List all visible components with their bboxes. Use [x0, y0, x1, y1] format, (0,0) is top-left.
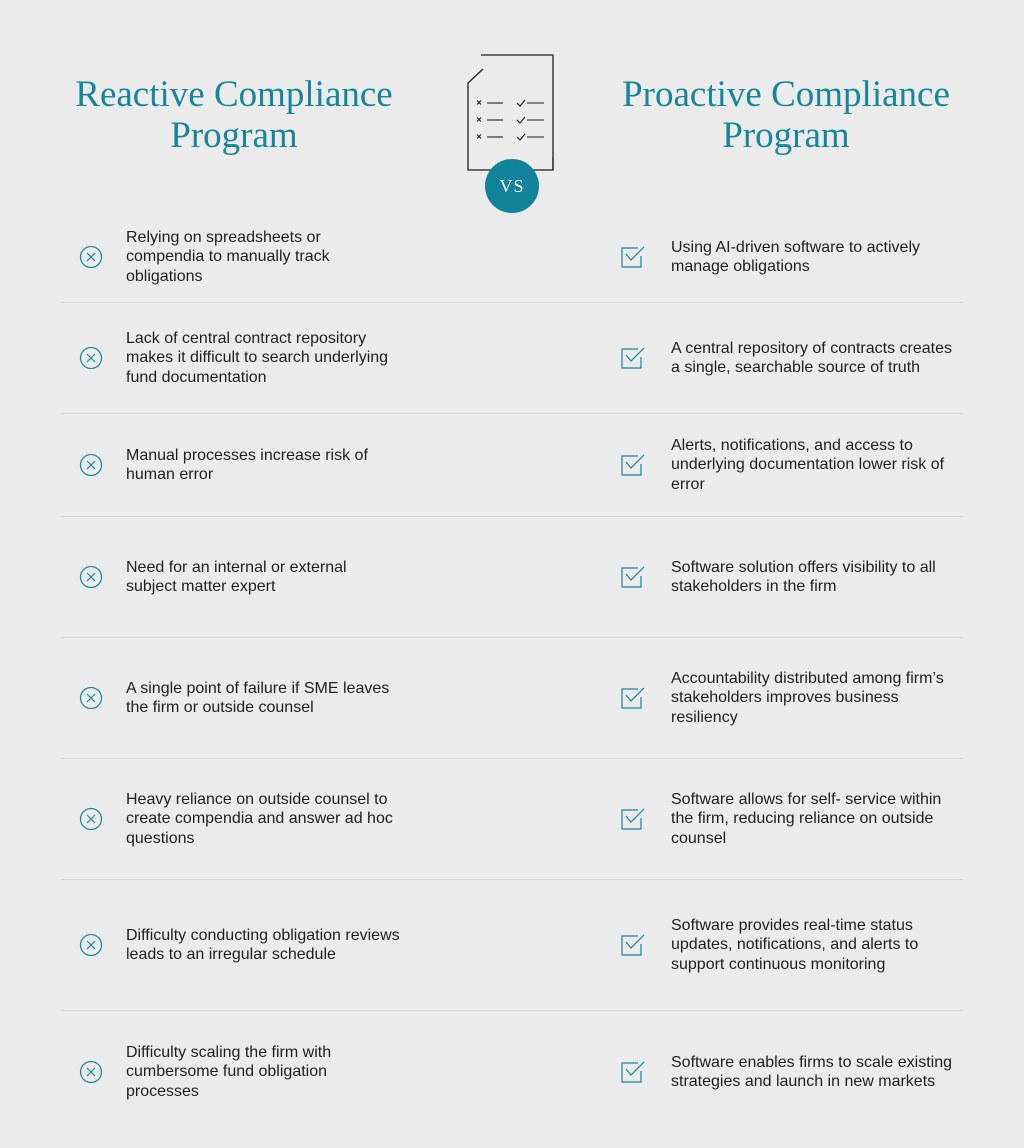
x-circle-icon: [79, 565, 103, 589]
proactive-program-title: [586, 74, 986, 156]
proactive-item-text: A central repository of contracts creates a single, searchable source of truth: [671, 339, 953, 376]
proactive-item: [620, 212, 963, 302]
reactive-item-text: Manual processes increase risk of human error: [126, 446, 368, 483]
checkbox-check-icon: [620, 346, 646, 370]
comparison-row: [61, 759, 963, 880]
x-circle-icon: [79, 453, 103, 477]
reactive-item-text: Heavy reliance on outside counsel to create compendia and answer ad hoc questions: [126, 790, 393, 847]
comparison-row: [61, 414, 963, 517]
reactive-title-line-1: Reactive Compliance: [75, 74, 393, 115]
reactive-title-line-2: Program: [170, 115, 298, 156]
vs-badge: VS: [485, 159, 539, 213]
reactive-item: [61, 303, 421, 413]
comparison-row: [61, 212, 963, 303]
comparison-row: [61, 638, 963, 759]
checkbox-check-icon: [620, 565, 646, 589]
proactive-item-text: Alerts, notifications, and access to underlying documentation lower risk of error: [671, 436, 945, 493]
checkbox-check-icon: [620, 245, 646, 269]
comparison-row: [61, 880, 963, 1011]
reactive-item: [61, 1011, 421, 1133]
reactive-item-text: Lack of central contract repository makes it difficult to search underlying fund documentation: [126, 329, 389, 386]
proactive-title-line-2: Program: [722, 115, 850, 156]
proactive-item: [620, 303, 963, 413]
reactive-item: [61, 638, 421, 758]
proactive-item: [620, 638, 963, 758]
checkbox-check-icon: [620, 686, 646, 710]
checklist-document-icon: [466, 54, 556, 174]
proactive-item-text: Software allows for self- service within the firm, reducing reliance on outside counsel: [671, 790, 942, 847]
proactive-item: [620, 759, 963, 879]
x-circle-icon: [79, 686, 103, 710]
x-circle-icon: [79, 1060, 103, 1084]
x-circle-icon: [79, 933, 103, 957]
proactive-item: [620, 517, 963, 637]
proactive-item-text: Software provides real-time status updates, notifications, and alerts to support continuous monitoring: [671, 916, 919, 973]
proactive-item: [620, 414, 963, 516]
reactive-item: [61, 517, 421, 637]
x-circle-icon: [79, 346, 103, 370]
reactive-item: [61, 212, 421, 302]
reactive-item-text: Relying on spreadsheets or compendia to manually track obligations: [126, 228, 330, 285]
proactive-title-line-1: Proactive Compliance: [622, 74, 950, 115]
proactive-item-text: Using AI-driven software to actively manage obligations: [671, 238, 920, 275]
reactive-item-text: Difficulty scaling the firm with cumbersome fund obligation processes: [126, 1043, 332, 1100]
proactive-item-text: Software solution offers visibility to all stakeholders in the firm: [671, 558, 936, 595]
proactive-item-text: Software enables firms to scale existing strategies and launch in new markets: [671, 1053, 953, 1090]
checkbox-check-icon: [620, 807, 646, 831]
proactive-item: [620, 880, 963, 1010]
reactive-item-text: A single point of failure if SME leaves the firm or outside counsel: [126, 679, 390, 716]
reactive-item: [61, 759, 421, 879]
reactive-item-text: Difficulty conducting obligation reviews leads to an irregular schedule: [126, 926, 400, 963]
comparison-row: [61, 303, 963, 414]
reactive-item-text: Need for an internal or external subject matter expert: [126, 558, 347, 595]
checkbox-check-icon: [620, 933, 646, 957]
x-circle-icon: [79, 807, 103, 831]
reactive-item: [61, 414, 421, 516]
x-circle-icon: [79, 245, 103, 269]
proactive-item: [620, 1011, 963, 1133]
checkbox-check-icon: [620, 1060, 646, 1084]
reactive-program-title: [34, 74, 434, 156]
reactive-item: [61, 880, 421, 1010]
comparison-row: [61, 1011, 963, 1133]
checkbox-check-icon: [620, 453, 646, 477]
comparison-row: [61, 517, 963, 638]
proactive-item-text: Accountability distributed among firm’s stakeholders improves business resiliency: [671, 669, 944, 726]
